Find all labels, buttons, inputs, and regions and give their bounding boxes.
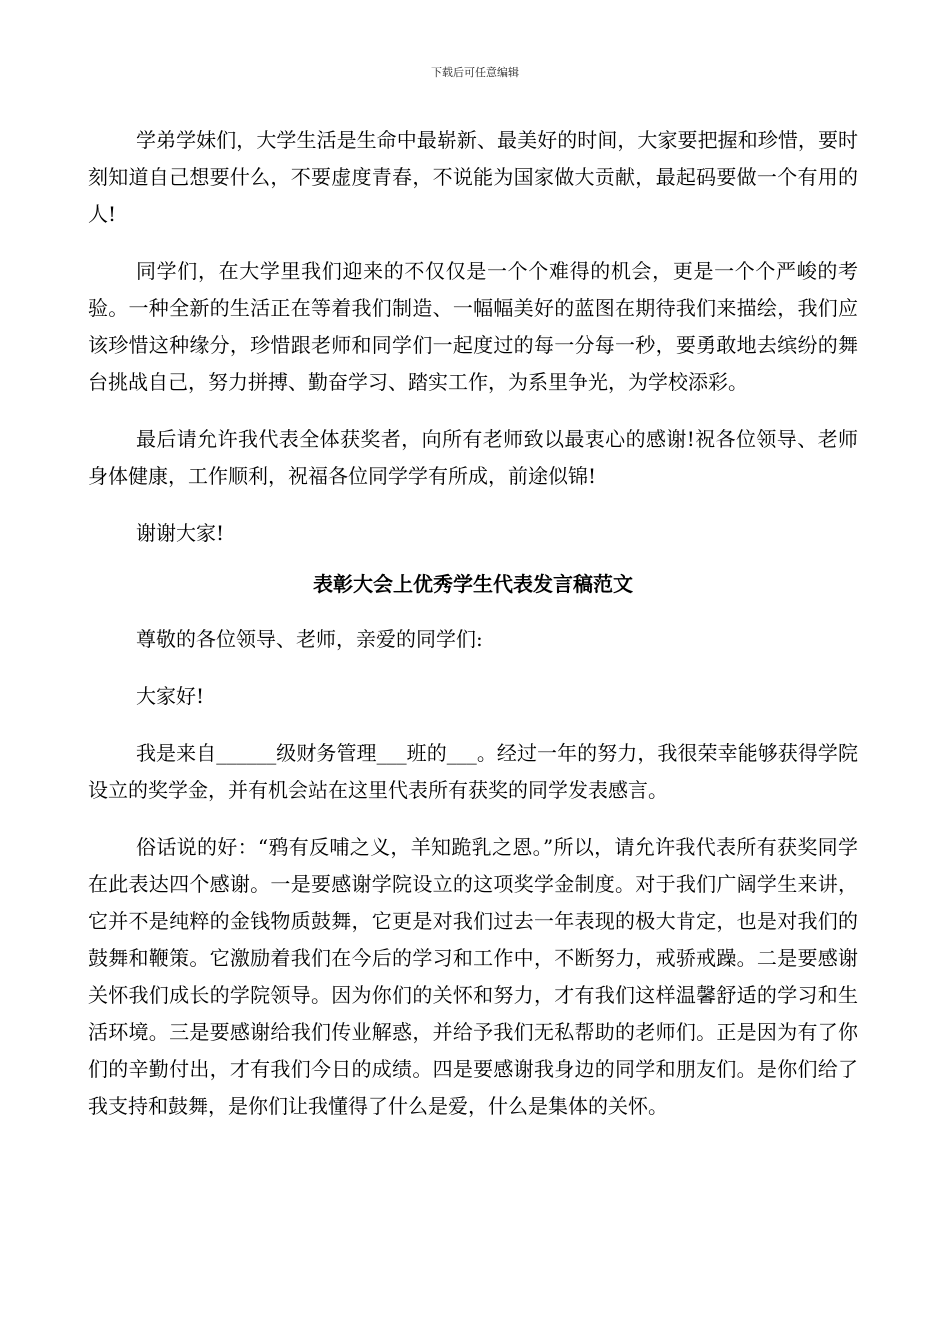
paragraph-thanks: 最后请允许我代表全体获奖者，向所有老师致以最衷心的感谢!祝各位领导、老师身体健康，工作顺利，祝福各位同学学有所成，前途似锦! — [88, 427, 858, 488]
paragraph-salutation: 尊敬的各位领导、老师，亲爱的同学们: — [136, 627, 483, 651]
document-body — [88, 122, 858, 1145]
paragraph-advice: 学弟学妹们，大学生活是生命中最崭新、最美好的时间，大家要把握和珍惜，要时刻知道自己想要什么，不要虚度青春，不说能为国家做大贡献，最起码要做一个有用的人! — [88, 128, 858, 226]
section-title: 表彰大会上优秀学生代表发言稿范文 — [313, 572, 633, 596]
paragraph-greeting: 大家好! — [136, 684, 205, 708]
page-header-note: 下载后可任意编辑 — [431, 66, 519, 79]
paragraph-closing: 谢谢大家! — [136, 521, 225, 545]
paragraph-introduction: 我是来自______级财务管理___班的___。经过一年的努力，我很荣幸能够获得学院设立的奖学金，并有机会站在这里代表所有获奖的同学发表感言。 — [88, 741, 858, 802]
paragraph-challenge: 同学们，在大学里我们迎来的不仅仅是一个个难得的机会，更是一个个严峻的考验。一种全新的生活正在等着我们制造、一幅幅美好的蓝图在期待我们来描绘，我们应该珍惜这种缘分，珍惜跟老师和同学们一起度过的每一分每一秒，要勇敢地去缤纷的舞台挑战自己，努力拼搏、勤奋学习、踏实工作，为系里争光，为学校添彩。 — [88, 259, 858, 394]
paragraph-four-thanks: 俗话说的好：“鸦有反哺之义，羊知跪乳之恩。”所以，请允许我代表所有获奖同学在此表达四个感谢。一是要感谢学院设立的这项奖学金制度。对于我们广阔学生来讲，它并不是纯粹的金钱物质鼓舞，它更是对我们过去一年表现的极大肯定，也是对我们的鼓舞和鞭策。它激励着我们在今后的学习和工作中，不断努力，戒骄戒躁。二是要感谢关怀我们成长的学院领导。因为你们的关怀和努力，才有我们这样温馨舒适的学习和生活环境。三是要感谢给我们传业解惑，并给予我们无私帮助的老师们。正是因为有了你们的辛勤付出，才有我们今日的成绩。四是要感谢我身边的同学和朋友们。是你们给了我支持和鼓舞，是你们让我懂得了什么是爱，什么是集体的关怀。 — [88, 835, 858, 1118]
